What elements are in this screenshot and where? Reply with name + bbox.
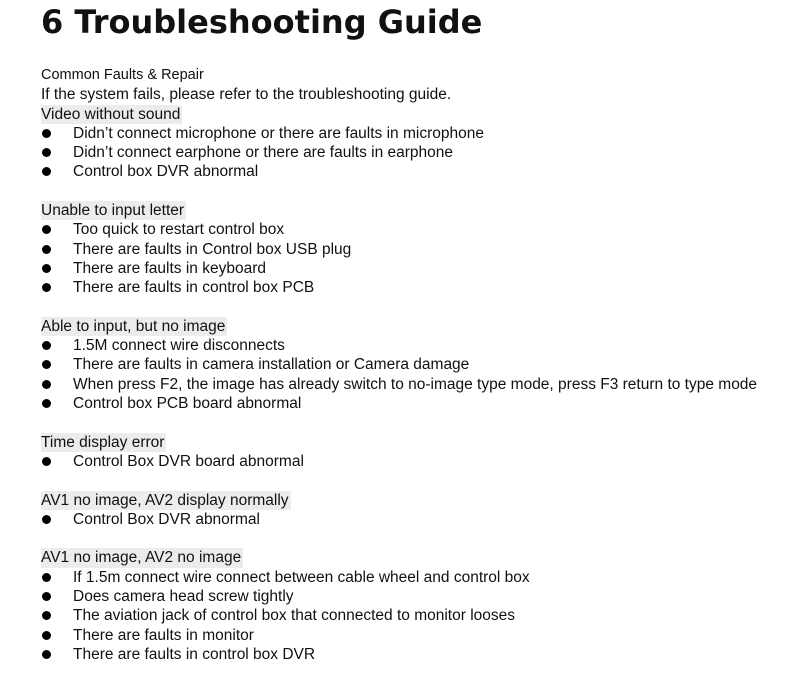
bullet-list: [41, 336, 781, 413]
list-item: [41, 394, 781, 413]
bullet-icon: [42, 225, 51, 234]
bullet-list: [41, 510, 781, 529]
list-item: [41, 240, 781, 259]
list-item-text: There are faults in camera installation or Camera damage: [73, 356, 470, 374]
bullet-icon: [42, 631, 51, 640]
fault-section: [41, 491, 781, 530]
list-item: [41, 143, 781, 162]
list-item: [41, 606, 781, 625]
section-heading: AV1 no image, AV2 display normally: [41, 491, 289, 509]
fault-sections: [41, 105, 781, 665]
section-heading: Unable to input letter: [41, 202, 185, 220]
section-heading: Able to input, but no image: [41, 317, 226, 335]
fault-section: [41, 548, 781, 664]
list-item-text: There are faults in control box PCB: [73, 279, 315, 297]
section-heading: AV1 no image, AV2 no image: [41, 549, 242, 567]
list-item: [41, 355, 781, 374]
troubleshooting-content: [41, 66, 781, 664]
list-item: [41, 336, 781, 355]
list-item-text: There are faults in monitor: [73, 626, 254, 644]
list-item: [41, 124, 781, 143]
bullet-icon: [42, 167, 51, 176]
fault-section: [41, 105, 781, 182]
bullet-icon: [42, 650, 51, 659]
bullet-list: [41, 568, 781, 664]
list-item-text: Control Box DVR abnormal: [73, 510, 260, 528]
section-heading: Video without sound: [41, 105, 181, 123]
bullet-icon: [42, 341, 51, 350]
list-item-text: Didn’t connect microphone or there are faults in microphone: [73, 124, 484, 142]
list-item: [41, 568, 781, 587]
list-item-text: If 1.5m connect wire connect between cable wheel and control box: [73, 568, 530, 586]
list-item: [41, 626, 781, 645]
list-item-text: There are faults in keyboard: [73, 259, 266, 277]
bullet-icon: [42, 573, 51, 582]
list-item-text: The aviation jack of control box that connected to monitor looses: [73, 607, 515, 625]
list-item-text: Control Box DVR board abnormal: [73, 452, 304, 470]
bullet-icon: [42, 515, 51, 524]
list-item-text: Control box DVR abnormal: [73, 163, 259, 181]
fault-section: [41, 433, 781, 472]
list-item: [41, 375, 781, 394]
section-heading: Time display error: [41, 433, 165, 451]
bullet-icon: [42, 399, 51, 408]
list-item: [41, 220, 781, 239]
bullet-icon: [42, 245, 51, 254]
list-item-text: When press F2, the image has already switch to no-image type mode, press F3 return to type mode: [73, 375, 758, 393]
list-item: [41, 259, 781, 278]
list-item-text: There are faults in control box DVR: [73, 645, 316, 663]
bullet-icon: [42, 380, 51, 389]
bullet-icon: [42, 129, 51, 138]
bullet-icon: [42, 148, 51, 157]
bullet-icon: [42, 457, 51, 466]
bullet-list: [41, 124, 781, 182]
bullet-icon: [42, 360, 51, 369]
bullet-icon: [42, 592, 51, 601]
list-item: [41, 162, 781, 181]
bullet-icon: [42, 611, 51, 620]
fault-section: [41, 201, 781, 297]
list-item: [41, 510, 781, 529]
list-item-text: 1.5M connect wire disconnects: [73, 337, 285, 355]
intro-heading: Common Faults & Repair: [41, 67, 204, 83]
bullet-icon: [42, 283, 51, 292]
fault-section: [41, 317, 781, 413]
page-title: 6 Troubleshooting Guide: [41, 3, 483, 41]
list-item: [41, 645, 781, 664]
intro-text: If the system fails, please refer to the troubleshooting guide.: [41, 86, 452, 104]
list-item: [41, 278, 781, 297]
list-item: [41, 587, 781, 606]
bullet-list: [41, 452, 781, 471]
list-item: [41, 452, 781, 471]
bullet-icon: [42, 264, 51, 273]
list-item-text: Didn’t connect earphone or there are faults in earphone: [73, 144, 453, 162]
bullet-list: [41, 220, 781, 297]
list-item-text: There are faults in Control box USB plug: [73, 240, 352, 258]
list-item-text: Too quick to restart control box: [73, 221, 285, 239]
list-item-text: Does camera head screw tightly: [73, 588, 294, 606]
list-item-text: Control box PCB board abnormal: [73, 395, 302, 413]
